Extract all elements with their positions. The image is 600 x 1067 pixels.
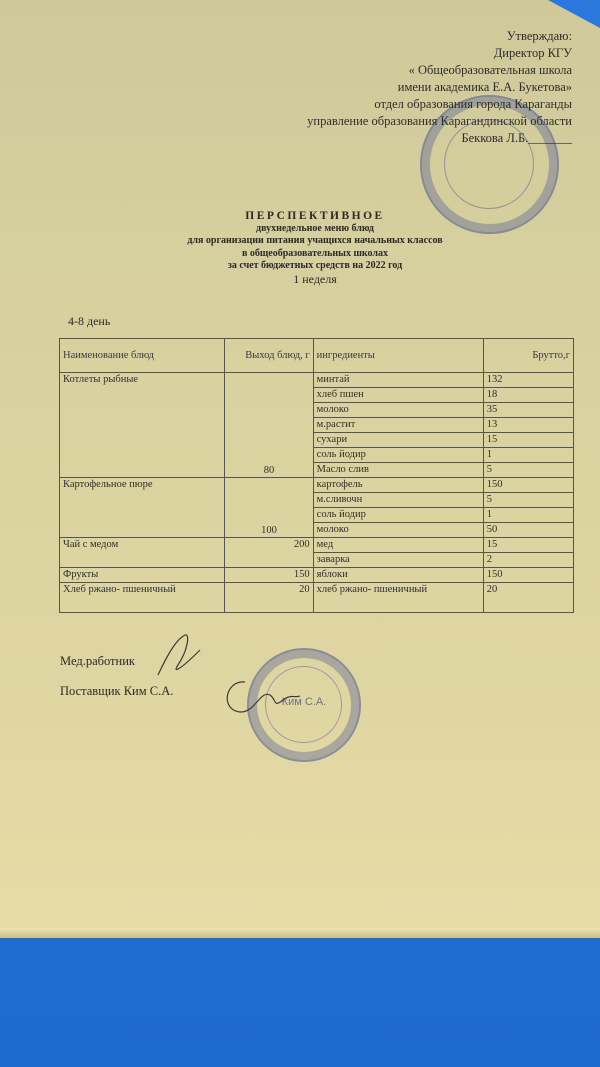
ingredient-name: яблоки xyxy=(313,568,483,583)
ingredient-gross: 150 xyxy=(483,568,573,583)
approval-line: Директор КГУ xyxy=(493,46,572,60)
title-main: ПЕРСПЕКТИВНОЕ xyxy=(245,210,385,222)
ingredient-gross: 20 xyxy=(483,583,573,613)
ingredient-gross: 5 xyxy=(483,493,573,508)
dish-name: Котлеты рыбные xyxy=(60,373,225,478)
ingredient-name: соль йодир xyxy=(313,448,483,463)
ingredient-name: м.сливочн xyxy=(313,493,483,508)
ingredient-gross: 35 xyxy=(483,403,573,418)
ingredient-gross: 150 xyxy=(483,478,573,493)
dish-name: Фрукты xyxy=(60,568,225,583)
approval-line: Утверждаю: xyxy=(506,29,572,43)
title-line: двухнедельное меню блюд xyxy=(256,222,374,234)
supplier-signature xyxy=(215,670,305,720)
ingredient-gross: 15 xyxy=(483,433,573,448)
title-line: за счет бюджетных средств на 2022 год xyxy=(227,260,403,271)
dish-name: Чай с медом xyxy=(60,538,225,568)
ingredient-name: молоко xyxy=(313,403,483,418)
dish-yield: 80 xyxy=(225,373,313,478)
table-header-row xyxy=(60,339,574,373)
header-ingredients: ингредиенты xyxy=(313,339,483,373)
approval-line: управление образования Карагандинской области xyxy=(307,114,572,128)
ingredient-name: картофель xyxy=(313,478,483,493)
ingredient-gross: 5 xyxy=(483,463,573,478)
ingredient-name: хлеб ржано- пшеничный xyxy=(313,583,483,613)
medic-signature xyxy=(150,630,210,685)
dish-name: Хлеб ржано- пшеничный xyxy=(60,583,225,613)
title-line: в общеобразовательных школах xyxy=(241,247,389,259)
ingredient-name: заварка xyxy=(313,553,483,568)
ingredient-gross: 132 xyxy=(483,373,573,388)
approval-line: Беккова Л.Б._______ xyxy=(461,131,572,145)
supplier-signature-label: Поставщик Ким С.А. xyxy=(60,684,174,698)
document-bottom-edge xyxy=(0,928,600,938)
ingredient-name: сухари xyxy=(313,433,483,448)
stamp-text: Ким С.А. xyxy=(281,696,327,708)
approval-line: отдел образования города Караганды xyxy=(374,97,572,111)
ingredient-gross: 13 xyxy=(483,418,573,433)
table-row xyxy=(60,583,574,613)
table-row xyxy=(60,538,574,553)
title-line: для организации питания учащихся начальных классов xyxy=(187,235,443,246)
dish-yield: 150 xyxy=(225,568,313,583)
header-yield: Выход блюд, г xyxy=(225,339,313,373)
ingredient-name: хлеб пшен xyxy=(313,388,483,403)
ingredient-gross: 1 xyxy=(483,448,573,463)
dish-yield: 20 xyxy=(225,583,313,613)
ingredient-gross: 50 xyxy=(483,523,573,538)
ingredient-name: соль йодир xyxy=(313,508,483,523)
table-row xyxy=(60,478,574,493)
approval-block xyxy=(307,28,572,147)
ingredient-name: Масло слив xyxy=(313,463,483,478)
ingredient-name: мед xyxy=(313,538,483,553)
day-label: 4-8 день xyxy=(68,314,111,328)
approval-line: имени академика Е.А. Букетова» xyxy=(397,80,572,94)
week-label: 1 неделя xyxy=(293,271,337,286)
dish-name: Картофельное пюре xyxy=(60,478,225,538)
header-gross: Брутто,г xyxy=(483,339,573,373)
ingredient-gross: 1 xyxy=(483,508,573,523)
ingredient-gross: 18 xyxy=(483,388,573,403)
medic-signature-label: Мед.работник xyxy=(60,654,135,668)
approval-line: « Общеобразовательная школа xyxy=(408,63,572,77)
table-row xyxy=(60,373,574,388)
menu-table xyxy=(59,338,574,613)
ingredient-name: м.растит xyxy=(313,418,483,433)
ingredient-name: молоко xyxy=(313,523,483,538)
table-row xyxy=(60,568,574,583)
ingredient-gross: 15 xyxy=(483,538,573,553)
dish-yield: 200 xyxy=(225,538,313,568)
ingredient-gross: 2 xyxy=(483,553,573,568)
header-dish: Наименование блюд xyxy=(60,339,225,373)
dish-yield: 100 xyxy=(225,478,313,538)
document-title xyxy=(100,210,530,285)
ingredient-name: минтай xyxy=(313,373,483,388)
